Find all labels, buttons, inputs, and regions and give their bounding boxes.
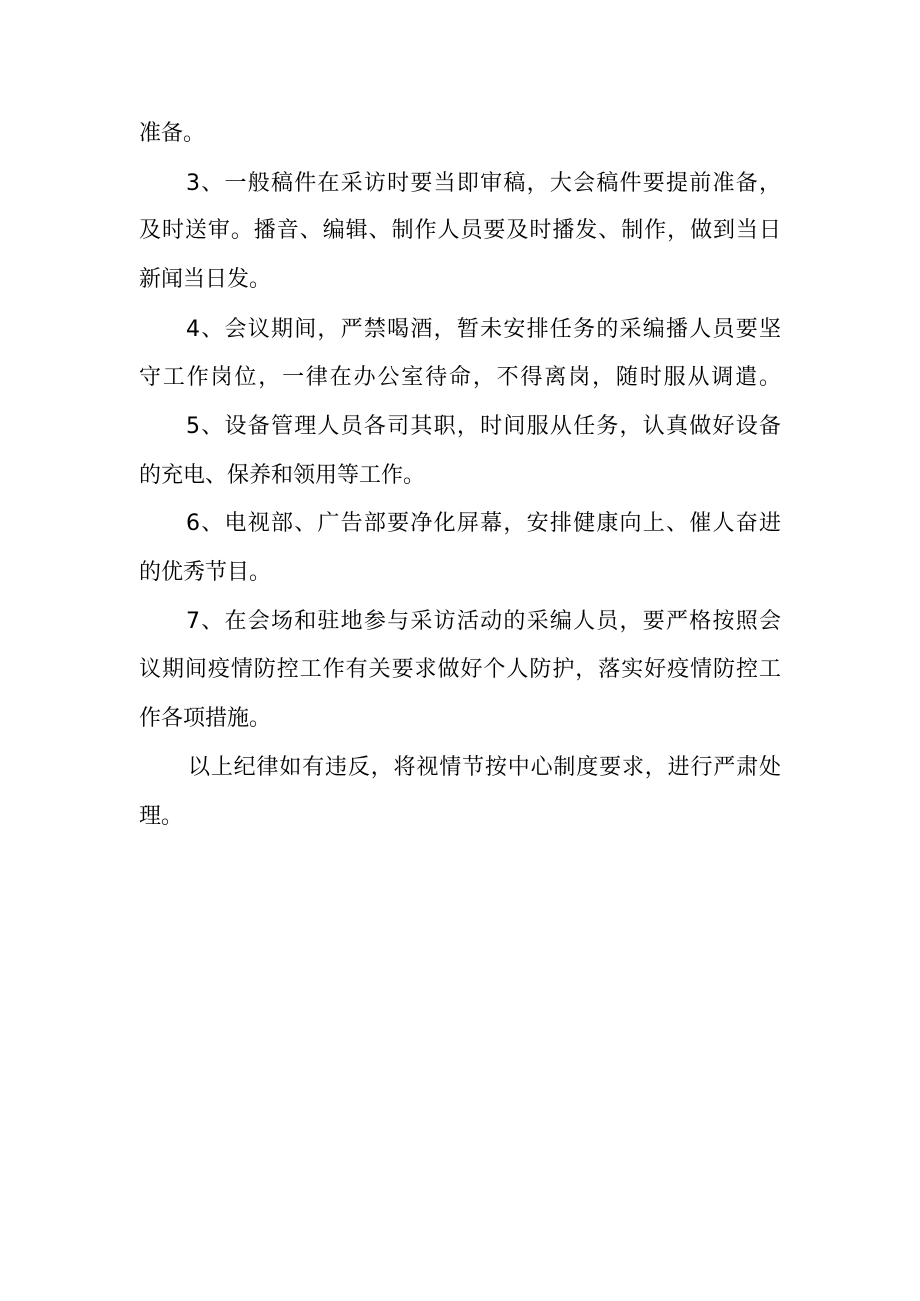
- text-line: 守工作岗位，一律在办公室待命，不得离岗，随时服从调遣。: [139, 365, 781, 390]
- paragraph-line: [0, 407, 920, 447]
- text-line: 4、会议期间，严禁喝酒，暂未安排任务的采编播人员要坚: [186, 317, 781, 342]
- paragraph-line: [0, 211, 920, 251]
- text-line: 新闻当日发。: [139, 267, 272, 292]
- paragraph-line: [0, 164, 920, 204]
- text-line: 及时送审。播音、编辑、制作人员要及时播发、制作，做到当日: [139, 218, 781, 243]
- text-line: 的优秀节目。: [139, 560, 272, 585]
- paragraph-line: [0, 358, 920, 398]
- paragraph-line: [0, 748, 920, 788]
- paragraph-line: [0, 797, 920, 837]
- text-line: 3、一般稿件在采访时要当即审稿，大会稿件要提前准备，: [186, 171, 781, 196]
- text-line: 7、在会场和驻地参与采访活动的采编人员，要严格按照会: [186, 609, 781, 634]
- text-line: 作各项措施。: [139, 706, 272, 731]
- paragraph-line: [0, 114, 920, 154]
- paragraph-line: [0, 504, 920, 544]
- text-line: 议期间疫情防控工作有关要求做好个人防护，落实好疫情防控工: [139, 657, 781, 682]
- text-line: 5、设备管理人员各司其职，时间服从任务，认真做好设备: [186, 414, 781, 439]
- paragraph-line: [0, 699, 920, 739]
- paragraph-line: [0, 310, 920, 350]
- text-line: 准备。: [139, 121, 206, 146]
- paragraph-line: [0, 602, 920, 642]
- text-line: 6、电视部、广告部要净化屏幕，安排健康向上、催人奋进: [186, 511, 781, 536]
- paragraph-line: [0, 650, 920, 690]
- text-line: 的充电、保养和领用等工作。: [139, 463, 426, 488]
- text-line: 以上纪律如有违反，将视情节按中心制度要求，进行严肃处: [188, 755, 781, 780]
- paragraph-line: [0, 456, 920, 496]
- paragraph-line: [0, 260, 920, 300]
- paragraph-line: [0, 553, 920, 593]
- text-line: 理。: [139, 804, 184, 829]
